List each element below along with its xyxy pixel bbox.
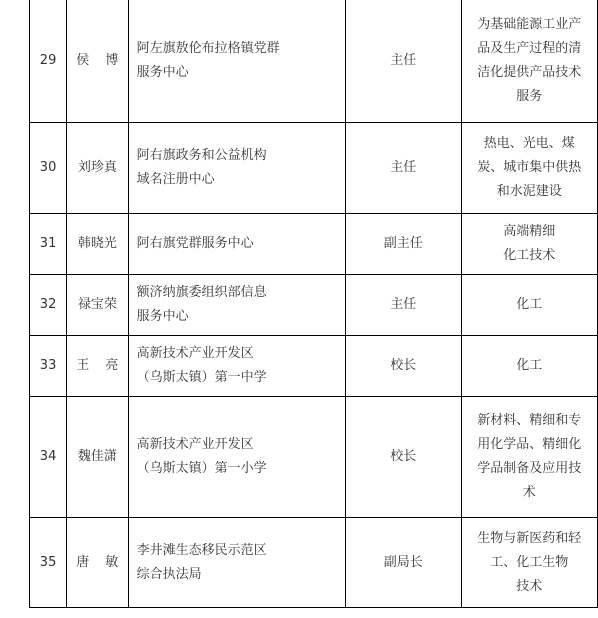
person-name: 唐 敏 [67, 518, 128, 608]
person-name: 魏佳潇 [67, 397, 128, 518]
person-name: 侯 博 [67, 0, 128, 123]
table-row [30, 336, 598, 397]
work-unit: 高新技术产业开发区 （乌斯太镇）第一小学 [128, 397, 345, 518]
service-field: 为基础能源工业产 品及生产过程的清 洁化提供产品技术 服务 [461, 0, 597, 123]
work-unit: 额济纳旗委组织部信息 服务中心 [128, 275, 345, 336]
person-name: 王 亮 [67, 336, 128, 397]
work-unit: 高新技术产业开发区 （乌斯太镇）第一中学 [128, 336, 345, 397]
job-position: 副局长 [345, 518, 461, 608]
row-number: 29 [30, 0, 67, 123]
service-field: 新材料、精细和专 用化学品、精细化 学品制备及应用技 术 [461, 397, 597, 518]
row-number: 31 [30, 214, 67, 275]
row-number: 34 [30, 397, 67, 518]
table-row [30, 275, 598, 336]
person-name: 韩晓光 [67, 214, 128, 275]
service-field: 化工 [461, 336, 597, 397]
row-number: 35 [30, 518, 67, 608]
work-unit: 阿右旗政务和公益机构 域名注册中心 [128, 123, 345, 214]
job-position: 主任 [345, 123, 461, 214]
table-row [30, 214, 598, 275]
appointment-table [29, 0, 598, 608]
job-position: 主任 [345, 0, 461, 123]
job-position: 副主任 [345, 214, 461, 275]
job-position: 主任 [345, 275, 461, 336]
table-row [30, 518, 598, 608]
service-field: 生物与新医药和轻 工、化工生物 技术 [461, 518, 597, 608]
row-number: 33 [30, 336, 67, 397]
person-name: 刘珍真 [67, 123, 128, 214]
person-name: 禄宝荣 [67, 275, 128, 336]
service-field: 热电、光电、煤 炭、城市集中供热 和水泥建设 [461, 123, 597, 214]
service-field: 化工 [461, 275, 597, 336]
table-row [30, 123, 598, 214]
table-row [30, 397, 598, 518]
work-unit: 李井滩生态移民示范区 综合执法局 [128, 518, 345, 608]
job-position: 校长 [345, 397, 461, 518]
work-unit: 阿右旗党群服务中心 [128, 214, 345, 275]
row-number: 32 [30, 275, 67, 336]
row-number: 30 [30, 123, 67, 214]
job-position: 校长 [345, 336, 461, 397]
service-field: 高端精细 化工技术 [461, 214, 597, 275]
table-row [30, 0, 598, 123]
work-unit: 阿左旗敖伦布拉格镇党群 服务中心 [128, 0, 345, 123]
